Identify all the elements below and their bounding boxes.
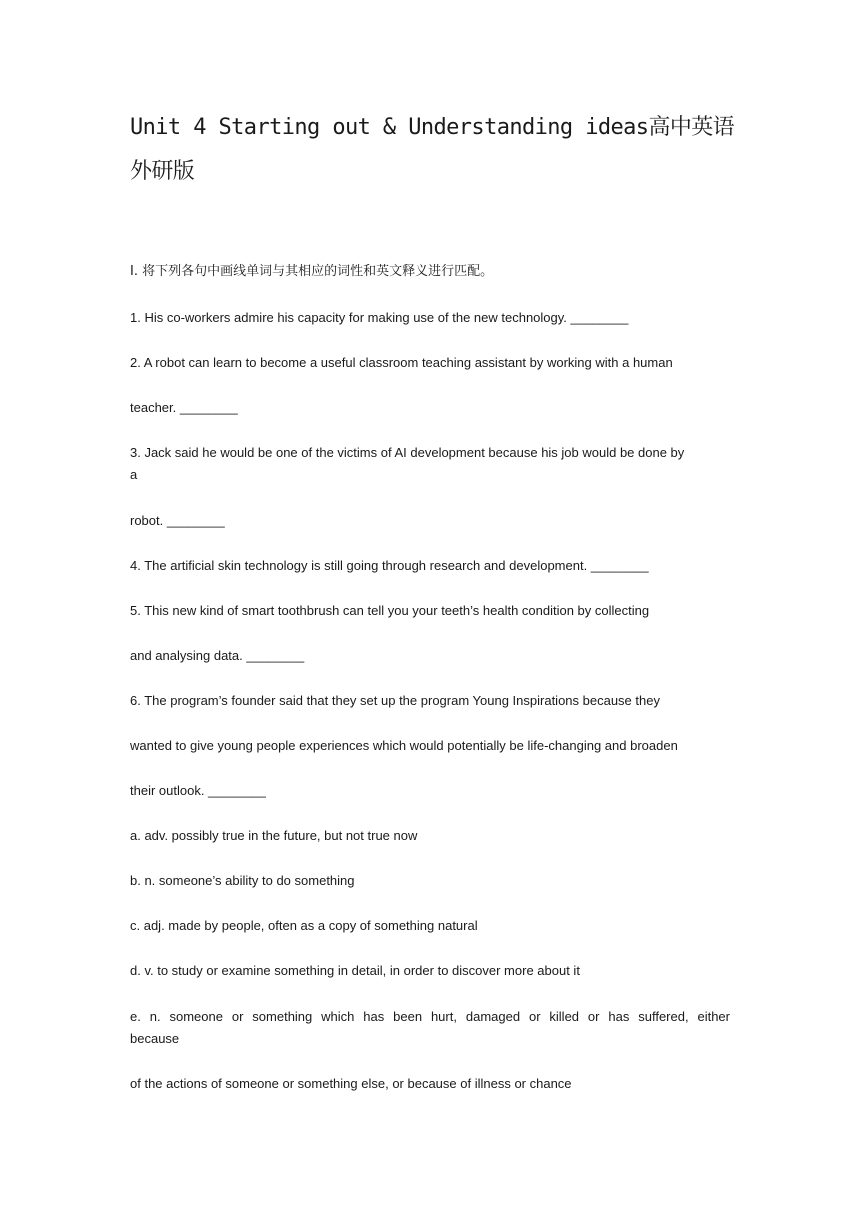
question-line: 5. This new kind of smart toothbrush can tell you your teeth’s health condition by collecting xyxy=(130,603,650,618)
question-line: 3. Jack said he would be one of the victims of AI development because his job would be done by xyxy=(130,445,685,460)
question-line: their outlook. ________ xyxy=(130,783,266,798)
option-line: of the actions of someone or something else, or because of illness or chance xyxy=(130,1076,572,1091)
option-line: e. n. someone or something which has been hurt, damaged or killed or has suffered, either xyxy=(130,1009,730,1024)
question-line: robot. ________ xyxy=(130,513,225,528)
question-line: 2. A robot can learn to become a useful classroom teaching assistant by working with a human xyxy=(130,355,673,370)
option-line: b. n. someone’s ability to do something xyxy=(130,873,355,888)
question-line: and analysing data. ________ xyxy=(130,648,305,663)
option-line: a. adv. possibly true in the future, but not true now xyxy=(130,828,418,843)
section-heading: I. 将下列各句中画线单词与其相应的词性和英文释义进行匹配。 xyxy=(130,264,494,279)
question-line: 6. The program’s founder said that they set up the program Young Inspirations because they xyxy=(130,693,660,708)
question-line: 1. His co-workers admire his capacity for making use of the new technology. ________ xyxy=(130,310,629,325)
question-line: 4. The artificial skin technology is still going through research and development. ________ xyxy=(130,558,649,573)
question-line: wanted to give young people experiences which would potentially be life-changing and broaden xyxy=(130,738,678,753)
option-line: c. adj. made by people, often as a copy of something natural xyxy=(130,918,478,933)
question-line: a xyxy=(130,467,138,482)
option-line: because xyxy=(130,1031,180,1046)
option-line: d. v. to study or examine something in detail, in order to discover more about it xyxy=(130,963,580,978)
document-title: Unit 4 Starting out & Understanding ideas高中英语外研版 xyxy=(130,115,735,184)
question-line: teacher. ________ xyxy=(130,400,238,415)
